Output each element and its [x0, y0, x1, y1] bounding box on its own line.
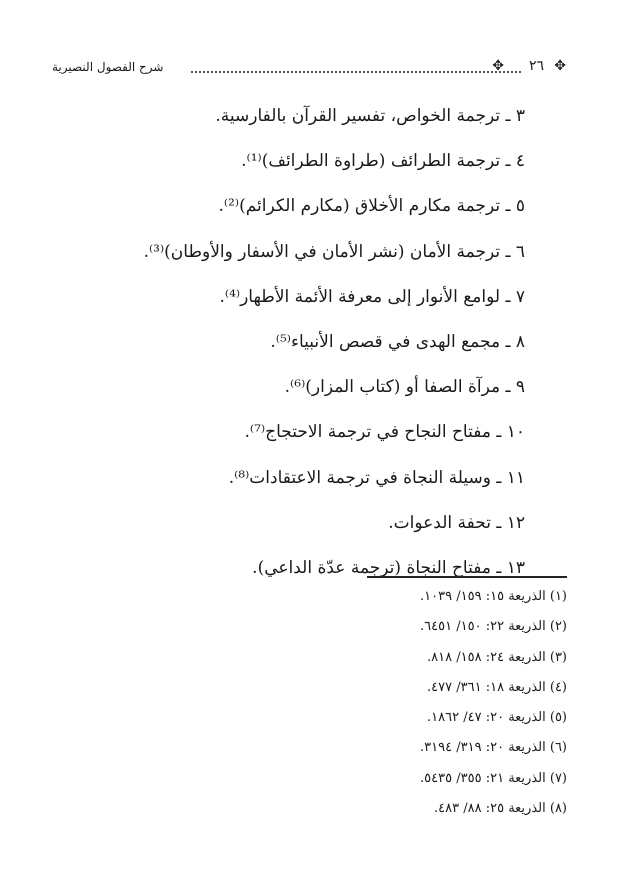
list-item: ١٣ ـ مفتاح النجاة (ترجمة عدّة الداعي). — [252, 557, 525, 578]
list-item: ٨ ـ مجمع الهدى في قصص الأنبياء⁽⁵⁾. — [270, 331, 525, 352]
footnote: (٦) الذريعة ٢٠: ٣١٩/ ٣١٩٤. — [420, 740, 567, 756]
footnote: (٤) الذريعة ١٨: ٣٦١/ ٤٧٧. — [427, 679, 567, 695]
list-item: ٧ ـ لوامع الأنوار إلى معرفة الأئمة الأطهار⁽⁴⁾. — [219, 286, 525, 307]
list-item: ١٠ ـ مفتاح النجاح في ترجمة الاحتجاج⁽⁷⁾. — [244, 422, 525, 443]
footnotes — [327, 586, 567, 828]
list-item: ٣ ـ ترجمة الخواص، تفسير القرآن بالفارسية. — [215, 106, 525, 126]
ornament-icon: ✥ — [554, 58, 566, 74]
works-list — [85, 100, 525, 597]
running-title: شرح الفصول النصيرية — [52, 60, 164, 74]
running-header — [26, 58, 574, 82]
list-item: ٦ ـ ترجمة الأمان (نشر الأمان في الأسفار والأوطان)⁽³⁾. — [143, 241, 525, 262]
list-item: ٤ ـ ترجمة الطرائف (طراوة الطرائف)⁽¹⁾. — [241, 151, 525, 172]
list-item: ١٢ ـ تحفة الدعوات. — [388, 512, 525, 533]
ornament-icon: ✥ — [492, 58, 504, 74]
footnote: (٢) الذريعة ٢٢: ١٥٠/ ٦٤٥١. — [420, 619, 567, 635]
footnote: (٣) الذريعة ٢٤: ١٥٨/ ٨١٨. — [427, 649, 567, 665]
footnote: (١) الذريعة ١٥: ١٥٩/ ١٠٣٩. — [420, 589, 567, 604]
page-number: ٢٦ — [528, 58, 544, 74]
footnote-separator — [367, 576, 567, 578]
list-item: ١١ ـ وسيلة النجاة في ترجمة الاعتقادات⁽⁸⁾. — [228, 467, 525, 488]
list-item: ٥ ـ ترجمة مكارم الأخلاق (مكارم الكرائم)⁽²⁾. — [218, 196, 525, 217]
list-item: ٩ ـ مرآة الصفا أو (كتاب المزار)⁽⁶⁾. — [284, 377, 525, 398]
footnote: (٥) الذريعة ٢٠: ٤٧/ ١٨٦٢. — [427, 710, 567, 726]
footnote: (٨) الذريعة ٢٥: ٨٨/ ٤٨٣. — [434, 801, 567, 817]
header-dotted-rule — [191, 71, 521, 73]
footnote: (٧) الذريعة ٢١: ٣٥٥/ ٥٤٣٥. — [420, 770, 567, 786]
